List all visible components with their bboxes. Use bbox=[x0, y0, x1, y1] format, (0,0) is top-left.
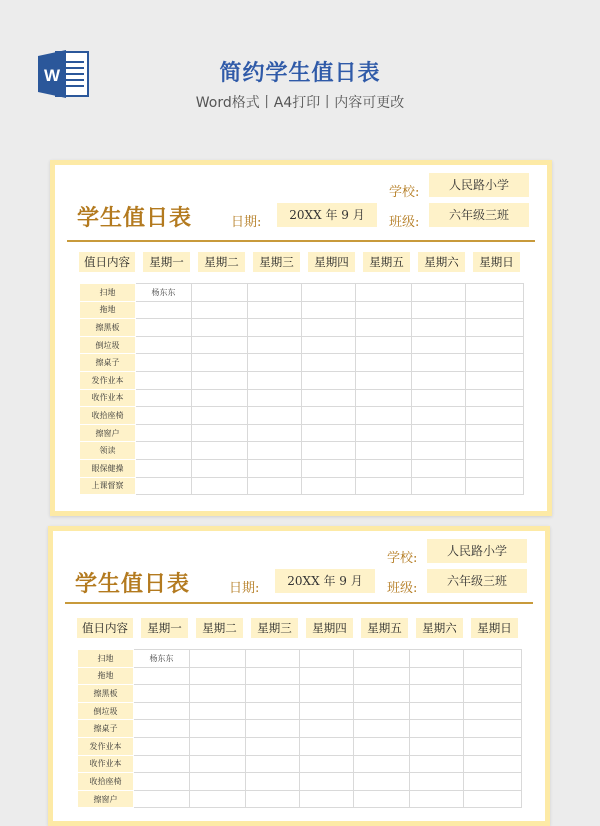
task-label: 拖地 bbox=[80, 301, 136, 319]
table-row bbox=[78, 667, 522, 685]
grid-cell[interactable] bbox=[354, 702, 410, 720]
grid-cell[interactable] bbox=[134, 755, 190, 773]
sheet-title: 学生值日表 bbox=[77, 205, 193, 231]
duty-grid bbox=[79, 283, 524, 495]
grid-cell[interactable] bbox=[136, 354, 192, 372]
task-label: 收拾座椅 bbox=[78, 773, 134, 791]
grid-cell[interactable] bbox=[356, 459, 412, 477]
grid-cell[interactable] bbox=[190, 650, 246, 668]
grid-cell[interactable] bbox=[192, 389, 248, 407]
task-label: 收作业本 bbox=[78, 755, 134, 773]
grid-cell[interactable] bbox=[134, 667, 190, 685]
grid-cell[interactable] bbox=[466, 354, 524, 372]
table-row bbox=[78, 720, 522, 738]
grid-cell[interactable] bbox=[136, 407, 192, 425]
day-header: 星期日 bbox=[473, 252, 520, 272]
grid-cell[interactable] bbox=[300, 667, 354, 685]
grid-cell[interactable] bbox=[248, 389, 302, 407]
grid-cell[interactable] bbox=[248, 354, 302, 372]
svg-text:W: W bbox=[43, 66, 61, 85]
grid-cell[interactable] bbox=[136, 477, 192, 495]
sheet-title: 学生值日表 bbox=[75, 571, 191, 597]
grid-cell[interactable] bbox=[192, 424, 248, 442]
grid-cell[interactable] bbox=[190, 790, 246, 808]
day-header: 星期五 bbox=[363, 252, 410, 272]
grid-cell[interactable] bbox=[300, 685, 354, 703]
day-header: 星期六 bbox=[416, 618, 463, 638]
grid-cell[interactable] bbox=[136, 389, 192, 407]
table-row bbox=[78, 737, 522, 755]
grid-cell[interactable] bbox=[192, 459, 248, 477]
grid-cell[interactable] bbox=[136, 371, 192, 389]
date-label: 日期: bbox=[229, 581, 260, 596]
grid-cell[interactable] bbox=[412, 407, 466, 425]
grid-cell[interactable] bbox=[464, 737, 522, 755]
grid-cell[interactable] bbox=[246, 790, 300, 808]
date-value[interactable]: 20XX 年 9 月 bbox=[275, 569, 375, 593]
grid-cell[interactable] bbox=[412, 389, 466, 407]
class-label: 班级: bbox=[389, 215, 420, 230]
date-value[interactable]: 20XX 年 9 月 bbox=[277, 203, 377, 227]
day-header: 星期三 bbox=[253, 252, 300, 272]
grid-cell[interactable] bbox=[300, 720, 354, 738]
day-header: 星期二 bbox=[198, 252, 245, 272]
grid-cell[interactable] bbox=[356, 477, 412, 495]
corner-header: 值日内容 bbox=[77, 618, 133, 638]
grid-cell[interactable] bbox=[302, 389, 356, 407]
divider-line bbox=[67, 240, 535, 242]
grid-cell[interactable] bbox=[412, 301, 466, 319]
grid-cell[interactable] bbox=[356, 336, 412, 354]
grid-cell[interactable] bbox=[192, 284, 248, 302]
grid-cell[interactable] bbox=[300, 737, 354, 755]
grid-cell[interactable] bbox=[410, 685, 464, 703]
grid-cell[interactable] bbox=[412, 459, 466, 477]
grid-cell[interactable]: 杨东东 bbox=[134, 650, 190, 668]
grid-cell[interactable] bbox=[412, 442, 466, 460]
task-label: 倒垃圾 bbox=[78, 702, 134, 720]
grid-cell[interactable] bbox=[134, 773, 190, 791]
day-header: 星期一 bbox=[143, 252, 190, 272]
grid-cell[interactable] bbox=[412, 336, 466, 354]
divider-line bbox=[65, 602, 533, 604]
table-row bbox=[78, 755, 522, 773]
grid-cell[interactable] bbox=[354, 737, 410, 755]
grid-cell[interactable] bbox=[466, 371, 524, 389]
page-header bbox=[0, 0, 600, 140]
grid-cell[interactable] bbox=[464, 702, 522, 720]
class-label: 班级: bbox=[387, 581, 418, 596]
grid-cell[interactable] bbox=[248, 284, 302, 302]
grid-cell[interactable] bbox=[300, 755, 354, 773]
grid-cell[interactable] bbox=[466, 424, 524, 442]
day-header: 星期一 bbox=[141, 618, 188, 638]
grid-cell[interactable] bbox=[410, 773, 464, 791]
day-header: 星期五 bbox=[361, 618, 408, 638]
grid-cell[interactable] bbox=[356, 354, 412, 372]
grid-cell[interactable] bbox=[246, 650, 300, 668]
school-value[interactable]: 人民路小学 bbox=[427, 539, 527, 563]
grid-cell[interactable] bbox=[192, 407, 248, 425]
grid-cell[interactable] bbox=[134, 720, 190, 738]
grid-cell[interactable] bbox=[136, 459, 192, 477]
grid-cell[interactable] bbox=[302, 371, 356, 389]
grid-cell[interactable] bbox=[134, 790, 190, 808]
grid-cell[interactable] bbox=[248, 477, 302, 495]
grid-cell[interactable] bbox=[190, 720, 246, 738]
table-row bbox=[80, 459, 524, 477]
grid-cell[interactable] bbox=[412, 284, 466, 302]
grid-cell[interactable] bbox=[464, 790, 522, 808]
grid-cell[interactable] bbox=[190, 685, 246, 703]
task-label: 发作业本 bbox=[78, 737, 134, 755]
task-label: 扫地 bbox=[80, 284, 136, 302]
corner-header: 值日内容 bbox=[79, 252, 135, 272]
grid-cell[interactable] bbox=[412, 354, 466, 372]
grid-cell[interactable] bbox=[356, 424, 412, 442]
grid-cell[interactable] bbox=[248, 407, 302, 425]
task-label: 擦桌子 bbox=[78, 720, 134, 738]
task-label: 擦黑板 bbox=[78, 685, 134, 703]
grid-cell[interactable] bbox=[190, 755, 246, 773]
grid-cell[interactable] bbox=[464, 685, 522, 703]
grid-cell[interactable] bbox=[190, 773, 246, 791]
grid-cell[interactable] bbox=[354, 790, 410, 808]
grid-cell[interactable] bbox=[192, 354, 248, 372]
class-value[interactable]: 六年级三班 bbox=[427, 569, 527, 593]
grid-cell[interactable] bbox=[248, 459, 302, 477]
grid-cell[interactable] bbox=[134, 685, 190, 703]
grid-cell[interactable] bbox=[466, 336, 524, 354]
grid-cell[interactable] bbox=[136, 319, 192, 337]
grid-cell[interactable]: 杨东东 bbox=[136, 284, 192, 302]
table-row bbox=[80, 301, 524, 319]
grid-cell[interactable] bbox=[410, 702, 464, 720]
day-header: 星期六 bbox=[418, 252, 465, 272]
grid-cell[interactable] bbox=[356, 301, 412, 319]
grid-cell[interactable] bbox=[412, 319, 466, 337]
grid-cell[interactable] bbox=[248, 424, 302, 442]
grid-cell[interactable] bbox=[248, 301, 302, 319]
table-row bbox=[78, 685, 522, 703]
grid-cell[interactable] bbox=[356, 442, 412, 460]
school-label: 学校: bbox=[389, 185, 420, 200]
grid-cell[interactable] bbox=[190, 667, 246, 685]
grid-cell[interactable] bbox=[464, 650, 522, 668]
task-label: 擦窗户 bbox=[80, 424, 136, 442]
grid-cell[interactable] bbox=[300, 773, 354, 791]
page-subtitle: Word格式丨A4打印丨内容可更改 bbox=[195, 95, 405, 111]
table-row bbox=[80, 424, 524, 442]
grid-cell[interactable] bbox=[302, 442, 356, 460]
grid-cell[interactable] bbox=[464, 667, 522, 685]
grid-cell[interactable] bbox=[246, 755, 300, 773]
table-row bbox=[80, 442, 524, 460]
grid-cell[interactable] bbox=[300, 702, 354, 720]
task-label: 擦窗户 bbox=[78, 790, 134, 808]
class-value[interactable]: 六年级三班 bbox=[429, 203, 529, 227]
grid-cell[interactable] bbox=[190, 702, 246, 720]
day-header: 星期二 bbox=[196, 618, 243, 638]
grid-cell[interactable] bbox=[466, 407, 524, 425]
grid-cell[interactable] bbox=[248, 336, 302, 354]
grid-cell[interactable] bbox=[192, 442, 248, 460]
grid-cell[interactable] bbox=[246, 737, 300, 755]
grid-cell[interactable] bbox=[246, 702, 300, 720]
grid-cell[interactable] bbox=[466, 389, 524, 407]
task-label: 倒垃圾 bbox=[80, 336, 136, 354]
grid-cell[interactable] bbox=[356, 371, 412, 389]
grid-cell[interactable] bbox=[246, 667, 300, 685]
grid-cell[interactable] bbox=[356, 284, 412, 302]
grid-cell[interactable] bbox=[410, 737, 464, 755]
grid-cell[interactable] bbox=[248, 371, 302, 389]
task-label: 领读 bbox=[80, 442, 136, 460]
grid-cell[interactable] bbox=[466, 477, 524, 495]
grid-cell[interactable] bbox=[134, 737, 190, 755]
page-title: 简约学生值日表 bbox=[219, 61, 381, 86]
grid-cell[interactable] bbox=[412, 477, 466, 495]
table-row bbox=[80, 477, 524, 495]
task-label: 收拾座椅 bbox=[80, 407, 136, 425]
grid-cell[interactable] bbox=[302, 424, 356, 442]
task-label: 收作业本 bbox=[80, 389, 136, 407]
grid-cell[interactable] bbox=[300, 650, 354, 668]
grid-cell[interactable] bbox=[410, 720, 464, 738]
table-row bbox=[80, 354, 524, 372]
grid-cell[interactable] bbox=[248, 319, 302, 337]
grid-cell[interactable] bbox=[136, 301, 192, 319]
grid-cell[interactable] bbox=[192, 301, 248, 319]
task-label: 上课督察 bbox=[80, 477, 136, 495]
table-row bbox=[80, 336, 524, 354]
date-label: 日期: bbox=[231, 215, 262, 230]
grid-cell[interactable] bbox=[354, 650, 410, 668]
grid-cell[interactable] bbox=[246, 720, 300, 738]
day-header: 星期四 bbox=[306, 618, 353, 638]
task-label: 拖地 bbox=[78, 667, 134, 685]
grid-cell[interactable] bbox=[466, 459, 524, 477]
grid-cell[interactable] bbox=[136, 424, 192, 442]
grid-cell[interactable] bbox=[354, 720, 410, 738]
table-row bbox=[80, 389, 524, 407]
grid-cell[interactable] bbox=[302, 301, 356, 319]
grid-cell[interactable] bbox=[466, 442, 524, 460]
grid-cell[interactable] bbox=[300, 790, 354, 808]
school-label: 学校: bbox=[387, 551, 418, 566]
duty-sheet-page-1 bbox=[50, 160, 552, 516]
table-row bbox=[80, 319, 524, 337]
school-value[interactable]: 人民路小学 bbox=[429, 173, 529, 197]
duty-sheet-page-2 bbox=[48, 526, 550, 826]
grid-cell[interactable] bbox=[464, 720, 522, 738]
grid-cell[interactable] bbox=[356, 319, 412, 337]
day-header: 星期日 bbox=[471, 618, 518, 638]
table-row bbox=[78, 702, 522, 720]
grid-cell[interactable] bbox=[354, 685, 410, 703]
grid-cell[interactable] bbox=[410, 755, 464, 773]
grid-cell[interactable] bbox=[302, 319, 356, 337]
grid-cell[interactable] bbox=[356, 389, 412, 407]
grid-cell[interactable] bbox=[302, 477, 356, 495]
grid-cell[interactable] bbox=[464, 755, 522, 773]
day-header: 星期三 bbox=[251, 618, 298, 638]
grid-cell[interactable] bbox=[356, 407, 412, 425]
grid-cell[interactable] bbox=[246, 773, 300, 791]
grid-cell[interactable] bbox=[354, 755, 410, 773]
grid-cell[interactable] bbox=[302, 407, 356, 425]
grid-cell[interactable] bbox=[192, 319, 248, 337]
grid-cell[interactable] bbox=[302, 354, 356, 372]
grid-cell[interactable] bbox=[192, 371, 248, 389]
table-row bbox=[80, 371, 524, 389]
grid-cell[interactable] bbox=[412, 424, 466, 442]
grid-cell[interactable] bbox=[248, 442, 302, 460]
grid-cell[interactable] bbox=[302, 459, 356, 477]
grid-cell[interactable] bbox=[412, 371, 466, 389]
grid-cell[interactable] bbox=[466, 319, 524, 337]
grid-cell[interactable] bbox=[354, 773, 410, 791]
grid-cell[interactable] bbox=[246, 685, 300, 703]
table-row bbox=[78, 773, 522, 791]
duty-grid bbox=[77, 649, 522, 808]
grid-cell[interactable] bbox=[466, 284, 524, 302]
task-label: 扫地 bbox=[78, 650, 134, 668]
task-label: 擦桌子 bbox=[80, 354, 136, 372]
grid-cell[interactable] bbox=[464, 773, 522, 791]
day-header: 星期四 bbox=[308, 252, 355, 272]
grid-cell[interactable] bbox=[192, 477, 248, 495]
grid-cell[interactable] bbox=[302, 284, 356, 302]
grid-cell[interactable] bbox=[410, 650, 464, 668]
grid-cell[interactable] bbox=[410, 790, 464, 808]
grid-cell[interactable] bbox=[466, 301, 524, 319]
grid-cell[interactable] bbox=[302, 336, 356, 354]
grid-cell[interactable] bbox=[410, 667, 464, 685]
grid-cell[interactable] bbox=[190, 737, 246, 755]
grid-cell[interactable] bbox=[136, 442, 192, 460]
table-row bbox=[78, 790, 522, 808]
grid-cell[interactable] bbox=[136, 336, 192, 354]
table-row bbox=[78, 650, 522, 668]
task-label: 擦黑板 bbox=[80, 319, 136, 337]
task-label: 眼保健操 bbox=[80, 459, 136, 477]
table-row bbox=[80, 407, 524, 425]
grid-cell[interactable] bbox=[134, 702, 190, 720]
grid-cell[interactable] bbox=[354, 667, 410, 685]
grid-cell[interactable] bbox=[192, 336, 248, 354]
task-label: 发作业本 bbox=[80, 371, 136, 389]
table-row bbox=[80, 284, 524, 302]
